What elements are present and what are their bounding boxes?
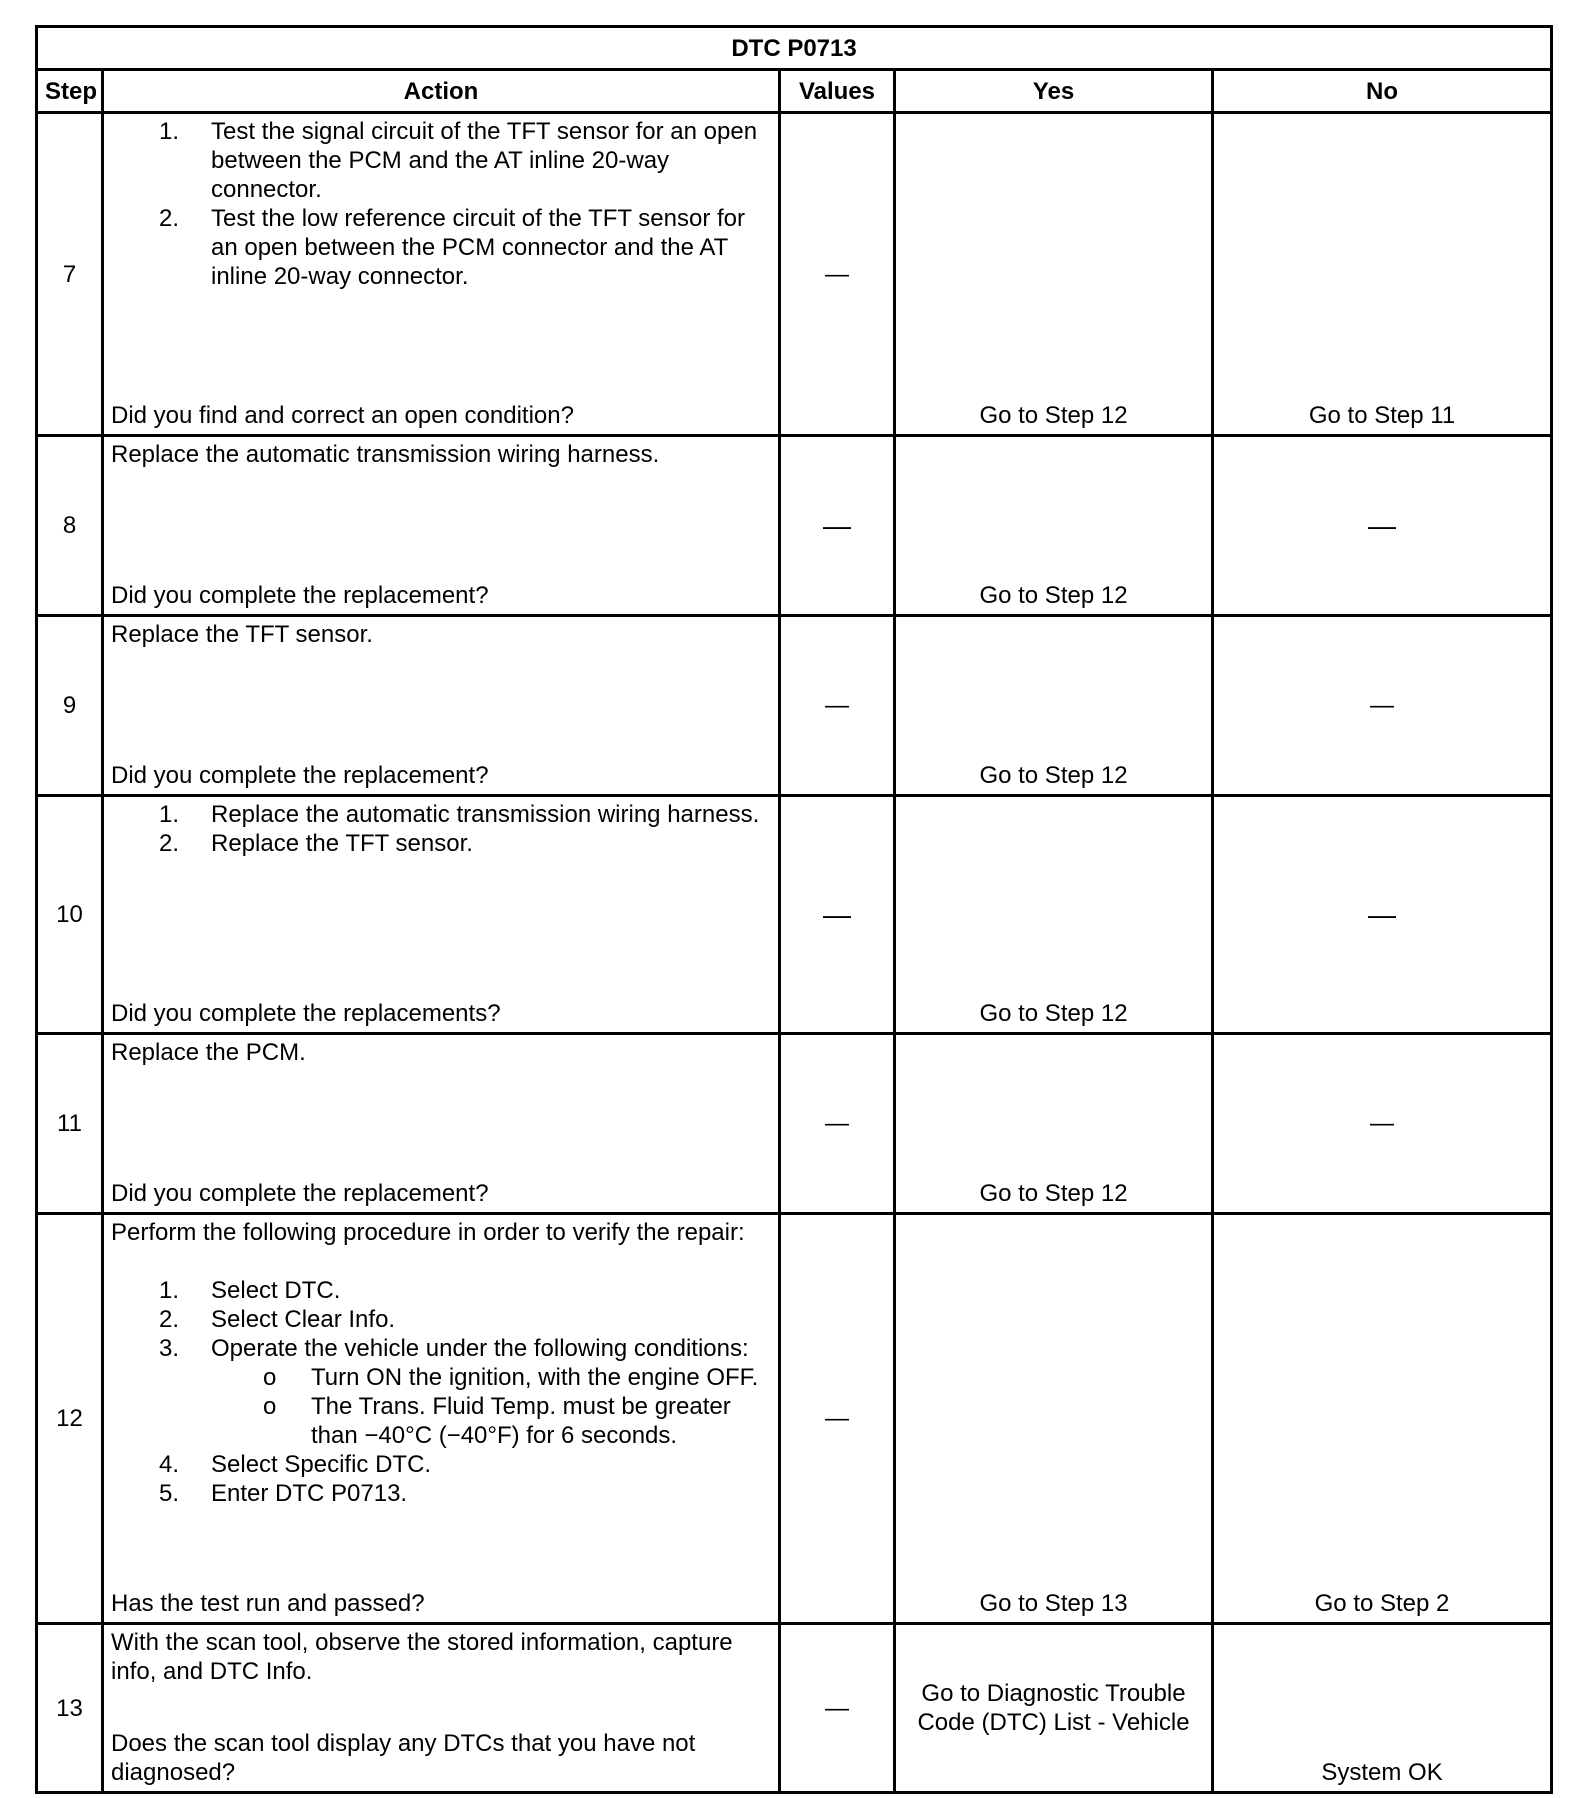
action-question: Did you complete the replacements? [111, 1000, 501, 1027]
action-list [111, 800, 771, 858]
table-row [37, 436, 1552, 616]
no-cell: Go to Step 2 [1213, 1214, 1552, 1624]
action-question: Did you complete the replacement? [111, 1180, 489, 1207]
values-cell: — [780, 796, 895, 1034]
no-cell: — [1213, 616, 1552, 796]
header-row [37, 70, 1552, 113]
title-row [37, 27, 1552, 70]
table-row [37, 1214, 1552, 1624]
sub-list [111, 1363, 771, 1450]
header-yes: Yes [895, 70, 1213, 113]
table-title: DTC P0713 [37, 27, 1552, 70]
yes-cell: Go to Step 13 [895, 1214, 1213, 1624]
action-content [111, 1038, 771, 1208]
values-cell: — [780, 1624, 895, 1793]
list-item: 1. Select DTC. [159, 1277, 341, 1304]
action-question: Did you find and correct an open condition? [111, 402, 574, 429]
yes-cell: Go to Step 12 [895, 113, 1213, 436]
spacer [111, 1247, 771, 1276]
action-content [111, 800, 771, 1028]
table-row [37, 113, 1552, 436]
list-item: 4. Select Specific DTC. [159, 1451, 432, 1478]
values-cell: — [780, 113, 895, 436]
yes-cell: Go to Step 12 [895, 796, 1213, 1034]
values-cell: — [780, 436, 895, 616]
values-cell: — [780, 616, 895, 796]
list-item: 1. Test the signal circuit of the TFT sensor for an open between the PCM and the AT inline 20-way connector. [159, 118, 758, 203]
action-cell [103, 616, 780, 796]
action-cell [103, 1214, 780, 1624]
action-text: With the scan tool, observe the stored information, capture info, and DTC Info. [111, 1629, 733, 1685]
header-step: Step [37, 70, 103, 113]
action-cell [103, 436, 780, 616]
step-number: 13 [37, 1624, 103, 1793]
action-cell [103, 796, 780, 1034]
yes-cell: Go to Diagnostic Trouble Code (DTC) List - Vehicle [895, 1624, 1213, 1793]
table-row [37, 1034, 1552, 1214]
table-row [37, 796, 1552, 1034]
action-content [111, 1628, 771, 1787]
header-action: Action [103, 70, 780, 113]
list-item: 3. Operate the vehicle under the following conditions: o Turn ON the ignition, with the engine OFF. o The Trans. Fluid Temp. must be greater than −40°C (−40°F) for 6 seconds. [111, 1334, 771, 1450]
no-cell: — [1213, 1034, 1552, 1214]
step-number: 10 [37, 796, 103, 1034]
action-text: Replace the TFT sensor. [111, 621, 373, 648]
action-list [111, 1276, 771, 1508]
action-question: Does the scan tool display any DTCs that you have not diagnosed? [111, 1730, 696, 1786]
table-row [37, 1624, 1552, 1793]
action-cell [103, 1624, 780, 1793]
list-item: 2. Test the low reference circuit of the TFT sensor for an open between the PCM connector and the AT inline 20-way connector. [159, 205, 745, 290]
header-no: No [1213, 70, 1552, 113]
yes-cell: Go to Step 12 [895, 436, 1213, 616]
list-item: 2. Select Clear Info. [159, 1306, 396, 1333]
action-list [111, 117, 771, 291]
yes-cell: Go to Step 12 [895, 1034, 1213, 1214]
step-number: 7 [37, 113, 103, 436]
action-text: Replace the automatic transmission wiring harness. [111, 441, 660, 468]
table-row [37, 616, 1552, 796]
dtc-procedure-table [35, 25, 1553, 1794]
action-text: Replace the PCM. [111, 1039, 306, 1066]
action-cell [103, 113, 780, 436]
no-cell: — [1213, 436, 1552, 616]
sub-list-item: o Turn ON the ignition, with the engine OFF. [263, 1364, 759, 1391]
values-cell: — [780, 1034, 895, 1214]
header-values: Values [780, 70, 895, 113]
action-content [111, 1218, 771, 1618]
no-cell: — [1213, 796, 1552, 1034]
action-question: Has the test run and passed? [111, 1590, 425, 1617]
list-item: 2. Replace the TFT sensor. [159, 830, 473, 857]
step-number: 11 [37, 1034, 103, 1214]
yes-cell: Go to Step 12 [895, 616, 1213, 796]
action-question: Did you complete the replacement? [111, 762, 489, 789]
no-cell: Go to Step 11 [1213, 113, 1552, 436]
list-item: 5. Enter DTC P0713. [159, 1480, 408, 1507]
no-cell: System OK [1213, 1624, 1552, 1793]
action-text: Perform the following procedure in order to verify the repair: [111, 1219, 745, 1246]
sub-list-item: o The Trans. Fluid Temp. must be greater than −40°C (−40°F) for 6 seconds. [263, 1393, 731, 1449]
values-cell: — [780, 1214, 895, 1624]
action-content [111, 117, 771, 430]
step-number: 9 [37, 616, 103, 796]
list-item: 1. Replace the automatic transmission wiring harness. [159, 801, 760, 828]
action-content [111, 440, 771, 610]
action-question: Did you complete the replacement? [111, 582, 489, 609]
step-number: 8 [37, 436, 103, 616]
step-number: 12 [37, 1214, 103, 1624]
action-content [111, 620, 771, 790]
action-cell [103, 1034, 780, 1214]
